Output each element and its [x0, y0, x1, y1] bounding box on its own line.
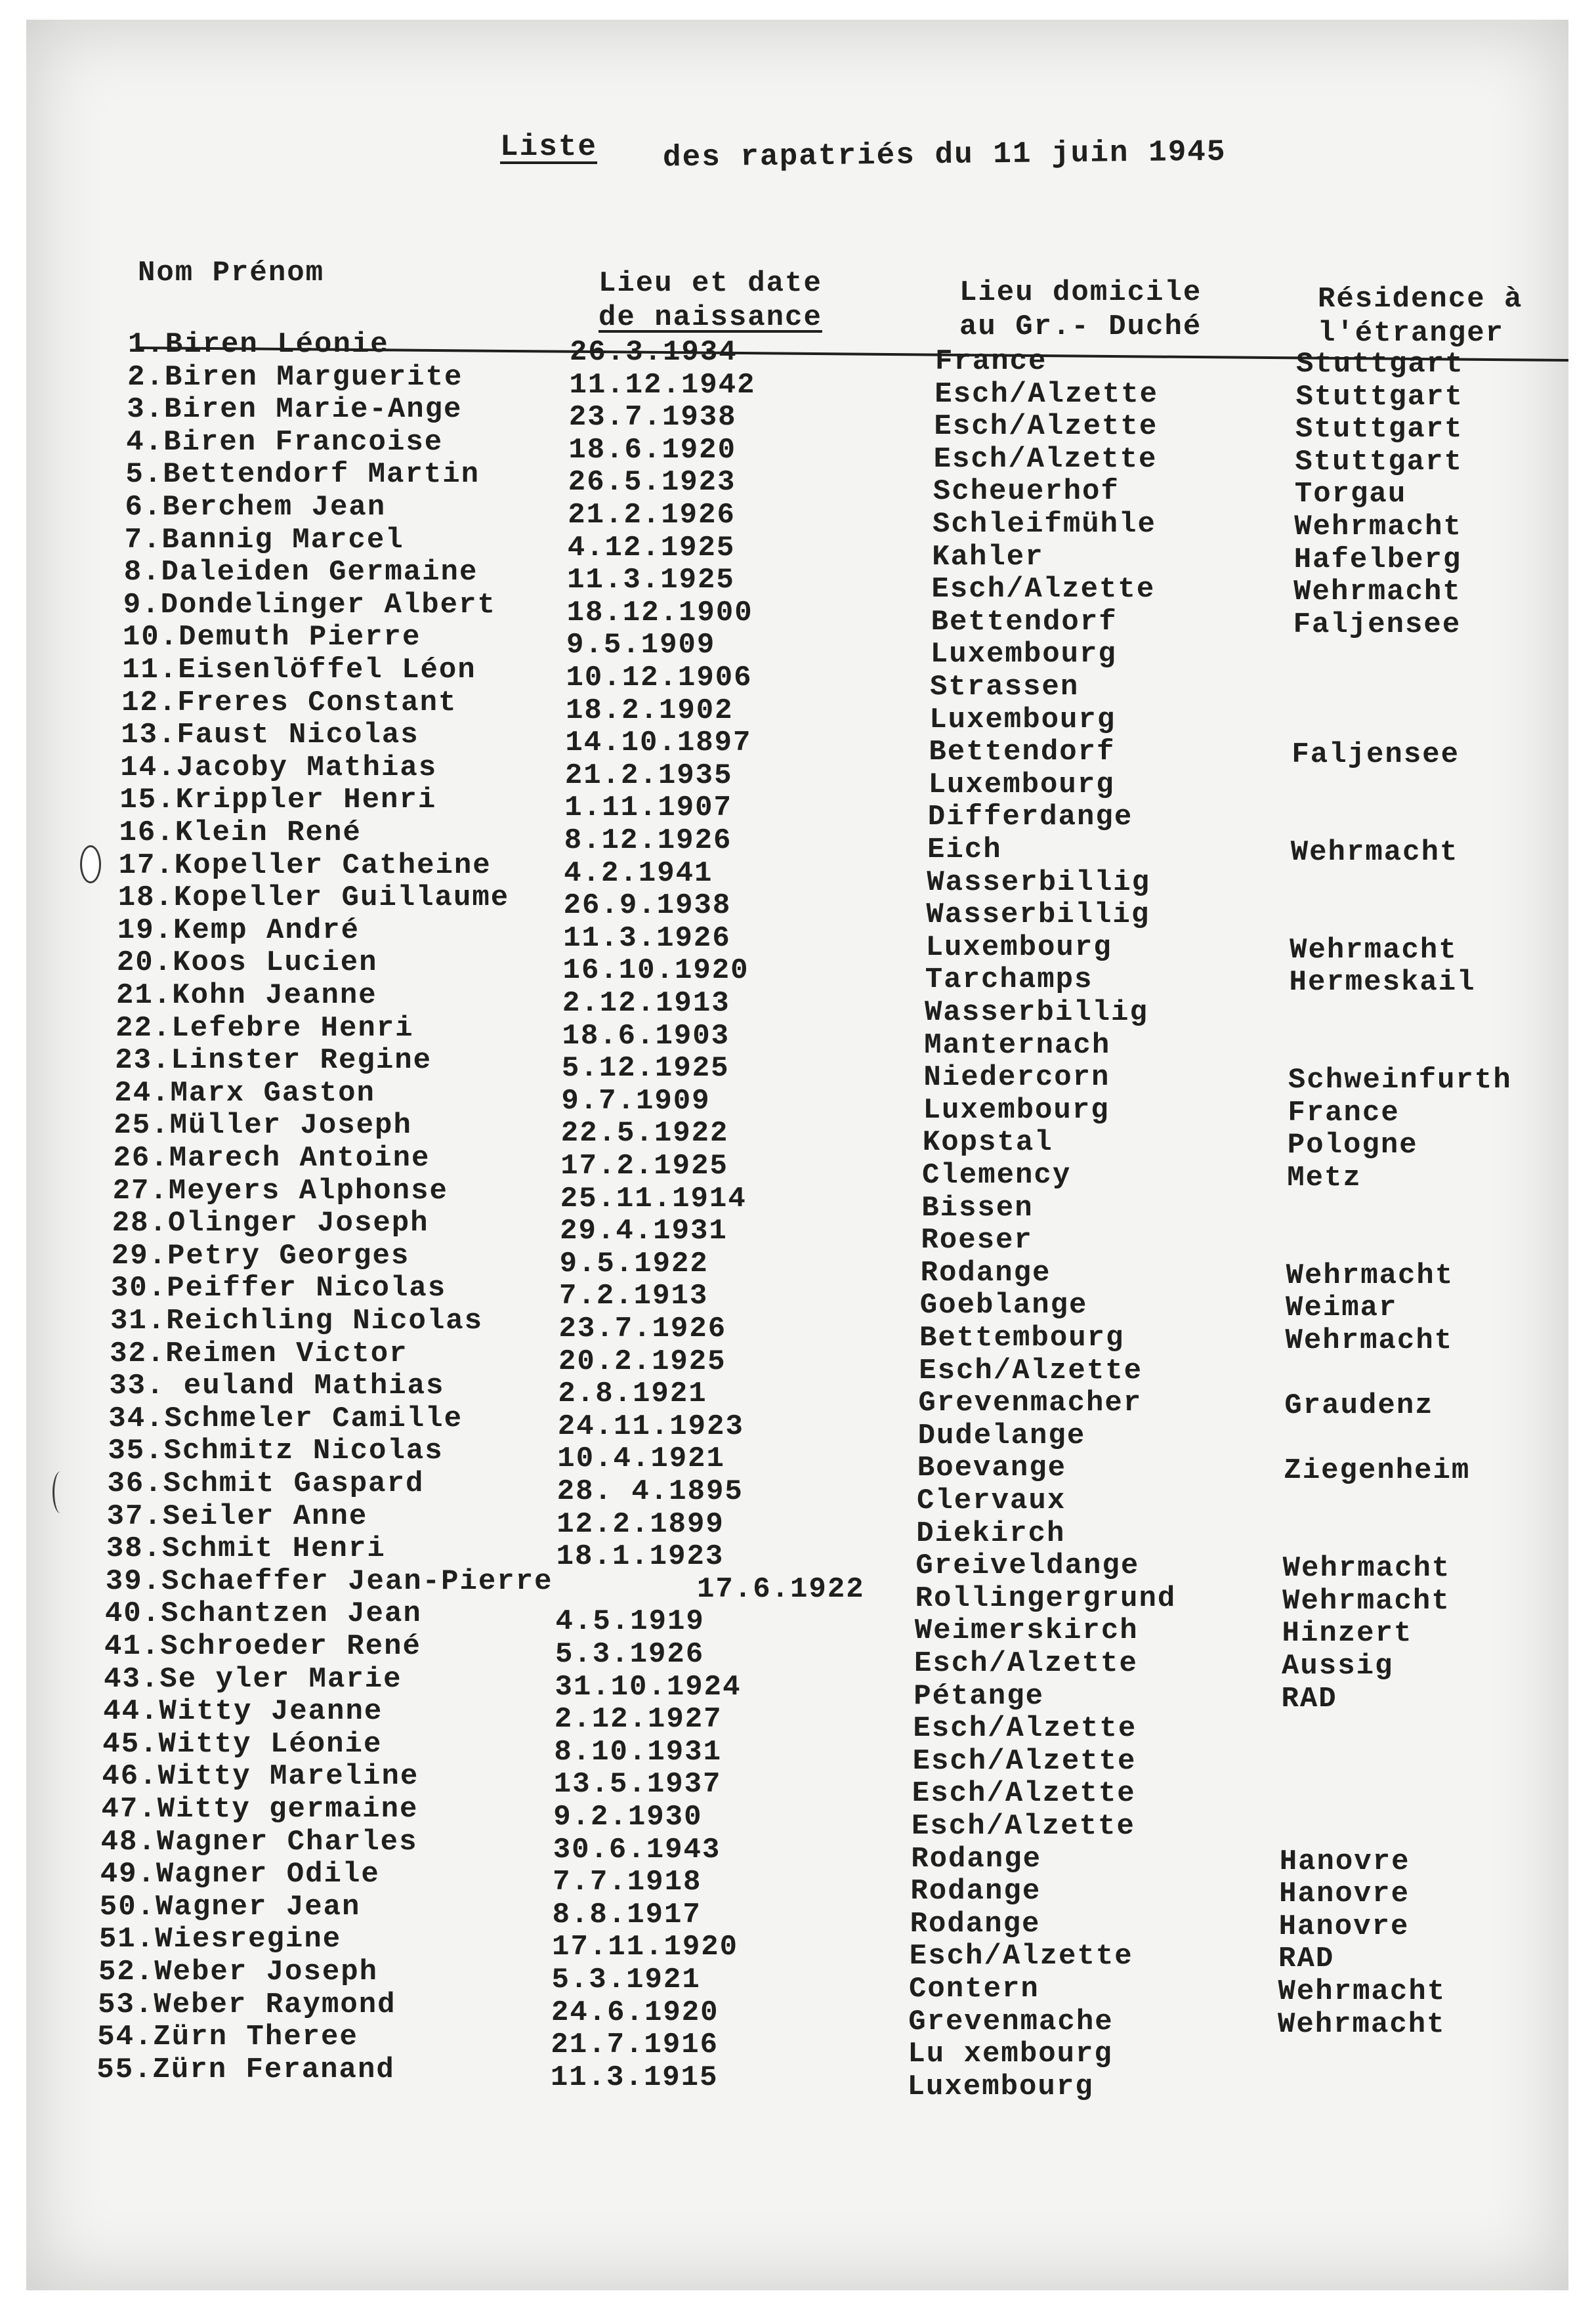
row-6-residence: Wehrmacht	[1294, 511, 1462, 543]
header-birth-line2: de naissance	[598, 301, 822, 334]
row-24-residence: France	[1288, 1096, 1400, 1129]
row-14-birth: 21.2.1935	[564, 759, 733, 792]
row-36-domicile: Clervaux	[917, 1484, 1066, 1517]
row-33-name: 33. euland Mathias	[109, 1370, 445, 1403]
row-13-birth: 14.10.1897	[565, 726, 752, 760]
row-50-name: 51.Wiesregine	[98, 1923, 342, 1956]
row-31-name: 31.Reichling Nicolas	[110, 1305, 484, 1337]
row-52-residence: Wehrmacht	[1277, 2007, 1446, 2041]
row-52-domicile: Grevenmache	[908, 2005, 1114, 2038]
row-33-domicile: Grevenmacher	[918, 1387, 1143, 1420]
row-23-name: 23.Linster Regine	[115, 1044, 432, 1078]
row-41-birth: 5.3.1926	[555, 1638, 705, 1671]
row-52-birth: 24.6.1920	[551, 1996, 719, 2029]
row-12-domicile: Luxembourg	[929, 703, 1116, 736]
row-38-birth: 18.1.1923	[556, 1540, 724, 1574]
row-7-domicile: Kahler	[932, 540, 1044, 574]
row-24-birth: 9.7.1909	[561, 1084, 711, 1118]
row-53-birth: 21.7.1916	[551, 2028, 719, 2062]
margin-mark	[52, 1471, 69, 1513]
row-44-domicile: Esch/Alzette	[912, 1744, 1137, 1778]
row-8-name: 8.Daleiden Germaine	[123, 556, 478, 589]
row-30-domicile: Goeblange	[919, 1289, 1088, 1322]
row-48-domicile: Rodange	[910, 1875, 1041, 1908]
row-41-domicile: Esch/Alzette	[914, 1647, 1138, 1680]
row-24-domicile: Luxembourg	[923, 1093, 1110, 1127]
row-31-residence: Wehrmacht	[1285, 1324, 1454, 1357]
row-14-name: 14.Jacoby Mathias	[120, 751, 438, 784]
row-20-birth: 16.10.1920	[562, 954, 749, 988]
row-2-domicile: Esch/Alzette	[934, 377, 1159, 411]
row-7-name: 7.Bannig Marcel	[124, 523, 404, 556]
row-42-residence: RAD	[1281, 1682, 1337, 1715]
header-domicile	[959, 276, 1202, 344]
header-residence	[1318, 282, 1522, 350]
header-residence-line2: l'étranger	[1318, 317, 1505, 350]
row-4-residence: Stuttgart	[1295, 445, 1463, 478]
row-22-birth: 18.6.1903	[562, 1019, 730, 1053]
row-48-residence: Hanovre	[1279, 1878, 1410, 1911]
row-11-domicile: Strassen	[930, 671, 1080, 704]
row-49-name: 50.Wagner Jean	[99, 1890, 361, 1923]
row-21-domicile: Wasserbillig	[925, 996, 1148, 1029]
row-4-birth: 18.6.1920	[568, 433, 736, 467]
row-52-name: 53.Weber Raymond	[98, 1988, 396, 2021]
row-50-birth: 17.11.1920	[552, 1931, 739, 1964]
row-43-domicile: Esch/Alzette	[913, 1712, 1137, 1746]
row-43-name: 44.Witty Jeanne	[103, 1695, 383, 1729]
row-13-domicile: Bettendorf	[929, 736, 1116, 769]
row-33-birth: 2.8.1921	[558, 1377, 707, 1411]
row-35-birth: 10.4.1921	[557, 1442, 725, 1476]
row-20-name: 20.Koos Lucien	[116, 946, 378, 980]
row-39-domicile: Rollingergrund	[915, 1582, 1177, 1615]
row-9-domicile: Bettendorf	[931, 605, 1118, 639]
row-47-domicile: Rodange	[911, 1842, 1042, 1876]
row-53-name: 54.Zürn Theree	[97, 2021, 358, 2054]
row-8-domicile: Esch/Alzette	[931, 573, 1156, 606]
row-21-name: 21.Kohn Jeanne	[116, 979, 377, 1012]
header-domicile-line2: au Gr.- Duché	[959, 310, 1202, 343]
row-40-name: 40.Schantzen Jean	[104, 1597, 422, 1631]
row-41-residence: Aussig	[1282, 1650, 1394, 1683]
row-40-domicile: Weimerskirch	[914, 1614, 1139, 1648]
row-10-birth: 9.5.1909	[566, 629, 716, 662]
row-39-birth: 17.6.1922	[697, 1572, 865, 1606]
row-4-domicile: Esch/Alzette	[933, 442, 1158, 476]
row-24-name: 24.Marx Gaston	[114, 1076, 375, 1110]
row-14-domicile: Luxembourg	[928, 768, 1115, 801]
row-25-domicile: Kopstal	[922, 1126, 1053, 1160]
row-30-name: 30.Peiffer Nicolas	[110, 1272, 447, 1305]
row-28-domicile: Roeser	[921, 1224, 1033, 1257]
row-53-domicile: Lu xembourg	[908, 2038, 1113, 2071]
row-48-birth: 7.7.1918	[553, 1866, 702, 1899]
row-47-name: 48.Wagner Charles	[100, 1825, 418, 1858]
row-12-birth: 18.2.1902	[565, 694, 734, 727]
row-45-domicile: Esch/Alzette	[912, 1777, 1136, 1811]
row-39-residence: Wehrmacht	[1282, 1584, 1450, 1618]
row-1-name: 1.Biren Léonie	[128, 328, 389, 361]
row-25-name: 25.Müller Joseph	[114, 1109, 412, 1143]
row-16-birth: 8.12.1926	[564, 824, 732, 857]
row-27-birth: 25.11.1914	[560, 1182, 747, 1215]
header-birth	[598, 266, 822, 335]
row-34-birth: 24.11.1923	[557, 1410, 744, 1443]
row-7-birth: 4.12.1925	[567, 531, 736, 564]
row-6-birth: 21.2.1926	[568, 499, 736, 532]
row-13-residence: Faljensee	[1292, 738, 1460, 772]
row-54-name: 55.Zürn Feranand	[96, 2053, 395, 2086]
row-32-name: 32.Reimen Victor	[110, 1337, 408, 1370]
row-37-name: 37.Seiler Anne	[106, 1500, 368, 1533]
row-6-name: 6.Berchem Jean	[125, 491, 387, 524]
row-9-birth: 18.12.1900	[566, 596, 753, 629]
row-38-domicile: Greiveldange	[915, 1549, 1140, 1583]
row-50-residence: RAD	[1278, 1942, 1335, 1976]
row-40-birth: 4.5.1919	[555, 1605, 705, 1639]
row-19-birth: 11.3.1926	[563, 921, 731, 955]
row-17-birth: 4.2.1941	[564, 856, 713, 890]
row-3-domicile: Esch/Alzette	[934, 410, 1158, 444]
row-1-birth: 26.3.1934	[570, 336, 738, 369]
row-23-residence: Schweinfurth	[1288, 1064, 1512, 1097]
row-46-name: 47.Witty germaine	[101, 1793, 419, 1826]
title-rest: des rapatriés du 11 juin 1945	[662, 135, 1227, 175]
row-51-residence: Wehrmacht	[1278, 1975, 1446, 2008]
row-22-name: 22.Lefebre Henri	[116, 1011, 414, 1045]
row-49-domicile: Rodange	[910, 1907, 1041, 1941]
row-43-birth: 2.12.1927	[554, 1703, 723, 1736]
row-51-name: 52.Weber Joseph	[98, 1956, 379, 1988]
row-20-domicile: Tarchamps	[925, 963, 1093, 997]
row-49-residence: Hanovre	[1278, 1910, 1410, 1943]
row-48-name: 49.Wagner Odile	[100, 1858, 380, 1891]
row-11-name: 11.Eisenlöffel Léon	[122, 654, 476, 686]
row-44-name: 45.Witty Léonie	[102, 1727, 383, 1761]
row-29-residence: Wehrmacht	[1286, 1259, 1454, 1292]
row-44-birth: 8.10.1931	[554, 1735, 722, 1769]
row-42-domicile: Pétange	[914, 1679, 1045, 1713]
row-31-birth: 23.7.1926	[558, 1312, 727, 1345]
row-39-name: 39.Schaeffer Jean-Pierre	[105, 1564, 553, 1598]
row-31-domicile: Bettembourg	[919, 1322, 1125, 1354]
row-4-name: 4.Biren Francoise	[126, 425, 444, 459]
row-28-name: 28.Olinger Joseph	[112, 1207, 429, 1240]
row-6-domicile: Schleifmühle	[933, 508, 1156, 541]
row-7-residence: Hafelberg	[1293, 543, 1462, 576]
row-35-domicile: Boevange	[917, 1452, 1067, 1485]
header-domicile-line1: Lieu domicile	[959, 276, 1202, 309]
row-25-residence: Pologne	[1287, 1129, 1418, 1162]
row-10-name: 10.Demuth Pierre	[122, 621, 421, 654]
row-13-name: 13.Faust Nicolas	[121, 719, 419, 752]
row-51-domicile: Contern	[909, 1973, 1040, 2006]
row-11-birth: 10.12.1906	[566, 662, 753, 694]
title-word: Liste	[500, 130, 598, 164]
row-30-residence: Weimar	[1286, 1292, 1398, 1325]
row-33-residence: Graudenz	[1284, 1389, 1434, 1423]
row-12-name: 12.Freres Constant	[121, 686, 457, 719]
row-50-domicile: Esch/Alzette	[909, 1940, 1133, 1973]
row-20-residence: Hermeskail	[1289, 966, 1476, 999]
row-19-name: 19.Kemp André	[117, 914, 360, 947]
row-22-domicile: Manternach	[924, 1028, 1111, 1062]
row-32-birth: 20.2.1925	[558, 1345, 726, 1378]
row-18-birth: 26.9.1938	[563, 889, 732, 923]
row-2-name: 2.Biren Marguerite	[127, 360, 463, 394]
row-49-birth: 8.8.1917	[552, 1898, 702, 1931]
row-51-birth: 5.3.1921	[551, 1964, 701, 1996]
row-3-birth: 23.7.1938	[568, 401, 737, 434]
row-26-residence: Metz	[1287, 1162, 1362, 1194]
row-29-birth: 9.5.1922	[559, 1247, 709, 1280]
row-16-domicile: Eich	[927, 833, 1002, 866]
row-18-name: 18.Kopeller Guillaume	[117, 881, 510, 915]
row-41-name: 41.Schroeder René	[104, 1630, 421, 1663]
row-5-residence: Torgau	[1294, 478, 1407, 511]
row-27-name: 27.Meyers Alphonse	[112, 1174, 448, 1208]
row-37-birth: 12.2.1899	[556, 1507, 724, 1541]
row-17-name: 17.Kopeller Catheine	[118, 849, 492, 882]
row-23-birth: 5.12.1925	[561, 1052, 730, 1085]
row-34-name: 34.Schmeler Camille	[108, 1402, 463, 1435]
punch-hole	[80, 845, 101, 883]
row-3-residence: Stuttgart	[1295, 413, 1463, 446]
row-47-residence: Hanovre	[1279, 1845, 1410, 1878]
row-46-birth: 9.2.1930	[553, 1801, 703, 1834]
row-19-residence: Wehrmacht	[1290, 933, 1458, 967]
row-29-name: 29.Petry Georges	[111, 1239, 410, 1272]
row-23-domicile: Niedercorn	[923, 1061, 1110, 1095]
row-37-domicile: Diekirch	[916, 1517, 1066, 1550]
row-5-birth: 26.5.1923	[568, 466, 736, 499]
row-1-residence: Stuttgart	[1296, 348, 1464, 381]
header-name: Nom Prénom	[138, 257, 325, 289]
row-47-birth: 30.6.1943	[553, 1833, 721, 1866]
row-45-name: 46.Witty Mareline	[102, 1760, 419, 1794]
row-8-birth: 11.3.1925	[567, 564, 735, 597]
row-26-name: 26.Marech Antoine	[113, 1142, 430, 1175]
row-2-birth: 11.12.1942	[569, 368, 756, 402]
row-9-residence: Faljensee	[1293, 608, 1461, 641]
row-38-name: 38.Schmit Henri	[106, 1532, 386, 1566]
row-16-name: 16.Klein René	[119, 816, 362, 849]
row-38-residence: Wehrmacht	[1282, 1552, 1451, 1586]
row-25-birth: 22.5.1922	[560, 1117, 729, 1150]
row-46-domicile: Esch/Alzette	[912, 1810, 1135, 1843]
row-36-name: 36.Schmit Gaspard	[107, 1467, 425, 1500]
row-34-domicile: Dudelange	[917, 1419, 1086, 1452]
row-35-residence: Ziegenheim	[1284, 1454, 1471, 1488]
row-8-residence: Wehrmacht	[1293, 576, 1461, 609]
row-2-residence: Stuttgart	[1295, 380, 1464, 413]
row-32-domicile: Esch/Alzette	[919, 1354, 1143, 1387]
row-3-name: 3.Biren Marie-Ange	[127, 393, 463, 427]
row-26-domicile: Clemency	[922, 1159, 1072, 1192]
row-28-birth: 29.4.1931	[560, 1215, 728, 1248]
row-40-residence: Hinzert	[1282, 1617, 1413, 1650]
row-10-domicile: Luxembourg	[930, 638, 1117, 671]
row-42-birth: 31.10.1924	[555, 1670, 742, 1704]
row-36-birth: 28. 4.1895	[556, 1475, 744, 1508]
row-35-name: 35.Schmitz Nicolas	[108, 1435, 444, 1468]
row-42-name: 43.Se yler Marie	[104, 1662, 402, 1696]
row-21-birth: 2.12.1913	[562, 987, 730, 1020]
row-5-name: 5.Bettendorf Martin	[125, 458, 480, 492]
row-16-residence: Wehrmacht	[1290, 836, 1459, 869]
header-birth-line1: Lieu et date	[598, 267, 822, 300]
row-27-domicile: Bissen	[921, 1191, 1034, 1225]
row-9-name: 9.Dondelinger Albert	[123, 588, 496, 621]
row-15-domicile: Differdange	[927, 801, 1133, 834]
row-5-domicile: Scheuerhof	[933, 475, 1120, 509]
row-45-birth: 13.5.1937	[553, 1768, 722, 1801]
row-15-name: 15.Krippler Henri	[119, 784, 437, 817]
row-17-domicile: Wasserbillig	[927, 866, 1151, 899]
row-26-birth: 17.2.1925	[560, 1150, 728, 1183]
row-29-domicile: Rodange	[920, 1256, 1051, 1290]
row-15-birth: 1.11.1907	[564, 791, 732, 825]
row-18-domicile: Wasserbillig	[926, 898, 1150, 932]
document-sheet	[26, 20, 1568, 2290]
row-30-birth: 7.2.1913	[559, 1280, 709, 1313]
row-54-birth: 11.3.1915	[550, 2061, 719, 2094]
header-residence-line1: Résidence à	[1318, 283, 1523, 316]
row-54-domicile: Luxembourg	[907, 2070, 1094, 2103]
row-19-domicile: Luxembourg	[925, 931, 1112, 964]
row-1-domicile: France	[935, 345, 1047, 378]
